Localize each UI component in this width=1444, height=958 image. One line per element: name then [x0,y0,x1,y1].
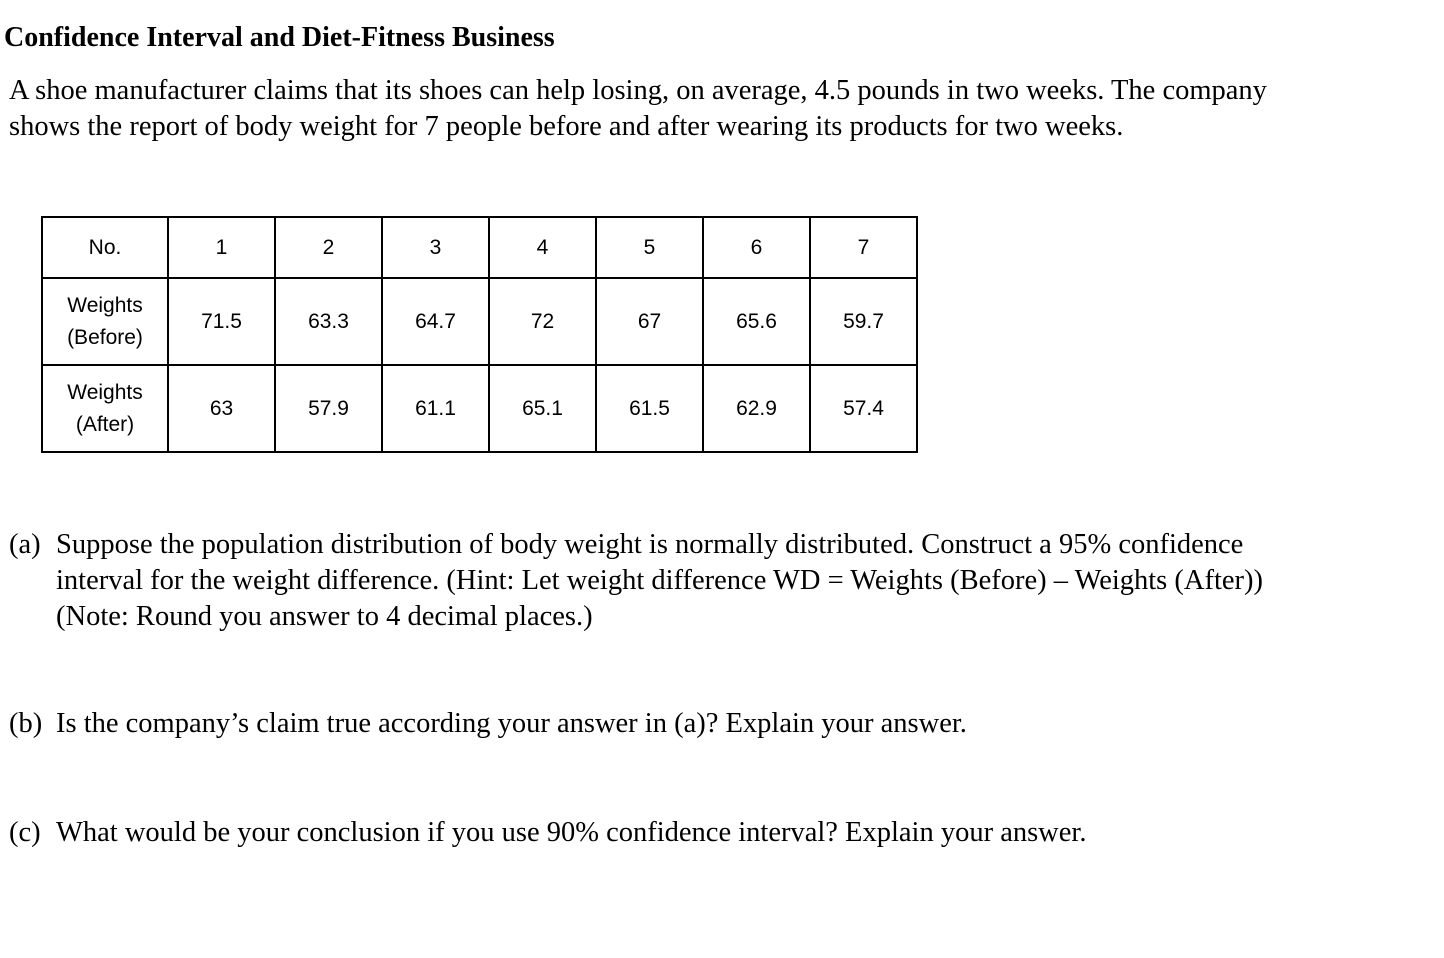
row-label-line: Weights [67,380,143,404]
question-row [9,563,1263,599]
question-row [9,815,1086,851]
table-row [42,278,917,365]
value-cell: 57.4 [810,365,917,452]
value-cell: 62.9 [703,365,810,452]
value-cell: 57.9 [275,365,382,452]
question-a [9,527,1263,635]
question-note: (Note: Round you answer to 4 decimal places.) [56,601,593,632]
table-row [42,365,917,452]
value-cell: 61.1 [382,365,489,452]
row-label-line: Weights [67,293,143,317]
intro-line: A shoe manufacturer claims that its shoes can help losing, on average, 4.5 pounds in two weeks. The company [9,75,1267,106]
value-cell: 72 [489,278,596,365]
column-number-cell: 2 [275,217,382,278]
value-cell: 63.3 [275,278,382,365]
intro-line: shows the report of body weight for 7 people before and after wearing its products for two weeks. [9,111,1124,142]
value-cell: 59.7 [810,278,917,365]
column-number-cell: 3 [382,217,489,278]
question-text: Is the company’s claim true according your answer in (a)? Explain your answer. [56,708,967,739]
weights-table [41,216,918,453]
column-number-cell: 7 [810,217,917,278]
header-label-cell: No. [42,217,168,278]
value-cell: 71.5 [168,278,275,365]
column-number-cell: 1 [168,217,275,278]
question-row [9,527,1263,563]
value-cell: 65.6 [703,278,810,365]
row-label-cell [42,365,168,452]
question-c [9,815,1086,851]
value-cell: 63 [168,365,275,452]
question-label-spacer [9,599,56,635]
question-text: What would be your conclusion if you use 90% confidence interval? Explain your answer. [56,817,1087,848]
value-cell: 65.1 [489,365,596,452]
question-text: interval for the weight difference. (Hint: Let weight difference WD = Weights (Before) – Weights (After)) [56,565,1264,596]
row-label-line: (Before) [67,325,143,349]
value-cell: 64.7 [382,278,489,365]
row-label-cell [42,278,168,365]
intro-paragraph [9,73,1429,145]
value-cell: 61.5 [596,365,703,452]
question-row [9,599,1263,635]
table-header-row [42,217,917,278]
question-label: (c) [9,817,41,848]
column-number-cell: 6 [703,217,810,278]
question-b [9,706,967,742]
question-label: (a) [9,529,41,560]
row-label-line: (After) [75,412,135,436]
question-row [9,706,967,742]
question-label-spacer [9,563,56,599]
question-text: Suppose the population distribution of body weight is normally distributed. Construct a 95% confidence [56,529,1244,560]
value-cell: 67 [596,278,703,365]
page-title: Confidence Interval and Diet-Fitness Business [4,22,555,53]
question-label: (b) [9,708,43,739]
column-number-cell: 4 [489,217,596,278]
column-number-cell: 5 [596,217,703,278]
